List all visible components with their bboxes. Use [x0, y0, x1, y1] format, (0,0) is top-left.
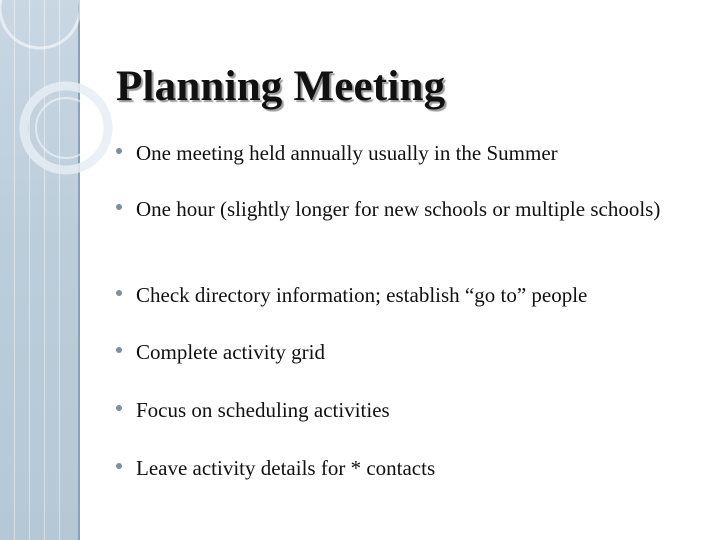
- slide-title: Planning Meeting: [116, 63, 446, 110]
- ring-top: [0, 0, 80, 48]
- bullet-dot-icon: [116, 290, 122, 296]
- bullet-item: [112, 337, 692, 367]
- bullet-text: Leave activity details for * contacts: [136, 456, 436, 480]
- bullet-dot-icon: [116, 148, 122, 154]
- bullet-dot-icon: [116, 463, 122, 469]
- bullet-item: [112, 280, 692, 310]
- bullet-dot-icon: [116, 405, 122, 411]
- bullet-text: Focus on scheduling activities: [136, 398, 390, 422]
- bullet-text: Complete activity grid: [136, 340, 325, 364]
- ring-inner: [36, 98, 96, 158]
- bullet-item: [112, 395, 692, 425]
- bullet-text: One hour (slightly longer for new schools or multiple schools): [136, 197, 661, 221]
- decorative-rings: [0, 0, 120, 200]
- bullet-item: [112, 194, 692, 224]
- bullet-item: [112, 138, 692, 168]
- bullet-text: One meeting held annually usually in the Summer: [136, 141, 558, 165]
- bullet-item: [112, 453, 692, 483]
- bullet-dot-icon: [116, 347, 122, 353]
- bullet-dot-icon: [116, 204, 122, 210]
- bullet-text: Check directory information; establish “go to” people: [136, 283, 588, 307]
